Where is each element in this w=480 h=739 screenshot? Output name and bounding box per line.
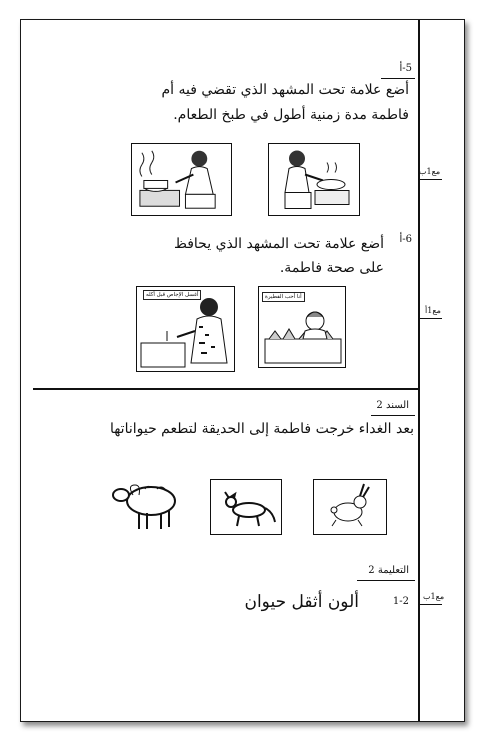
instruction-text: ألون أثقل حيوان — [244, 592, 359, 612]
q6-number: 6-أ — [399, 234, 412, 245]
speech-bubble-left: أغسل الإجاص قبل أكله — [143, 290, 201, 300]
q6-mark: مع1أ — [425, 306, 441, 315]
situation-text: بعد الغداء خرجت فاطمة إلى الحديقة لتطعم حيواناتها — [109, 421, 414, 437]
q5-number: 5-أ — [399, 63, 412, 74]
rabbit-icon — [314, 480, 386, 534]
picture-cooking-stove — [131, 143, 232, 216]
sheep-icon — [107, 475, 185, 533]
situation-label: السند 2 — [376, 400, 409, 411]
q6-line2: على صحة فاطمة. — [279, 260, 384, 276]
q5-underline — [381, 78, 415, 79]
q5-mark: مع1ب — [419, 167, 441, 176]
q5-mark-line — [418, 179, 442, 180]
picture-cat — [210, 479, 282, 535]
picture-sheep — [107, 475, 185, 533]
situation-underline — [371, 415, 415, 416]
instruction-mark-line — [418, 604, 442, 605]
picture-rabbit — [313, 479, 387, 535]
picture-cooking-pan — [268, 143, 360, 216]
speech-bubble-right: أنا أحب الفطيرة — [262, 292, 305, 302]
q6-mark-line — [418, 318, 442, 319]
instruction-number: 1-2 — [392, 596, 409, 607]
instruction-mark: مع1ب — [423, 592, 445, 601]
cat-icon — [211, 480, 281, 534]
instruction-underline — [357, 580, 415, 581]
q6-line1: أضع علامة تحت المشهد الذي يحافظ — [173, 236, 384, 252]
margin-line — [418, 20, 420, 721]
q5-line2: فاطمة مدة زمنية أطول في طبخ الطعام. — [173, 107, 409, 123]
section-divider — [33, 388, 418, 390]
worksheet-page — [20, 19, 465, 722]
instruction-label: التعليمة 2 — [368, 565, 409, 576]
q5-line1: أضع علامة تحت المشهد الذي تقضي فيه أم — [161, 82, 409, 98]
